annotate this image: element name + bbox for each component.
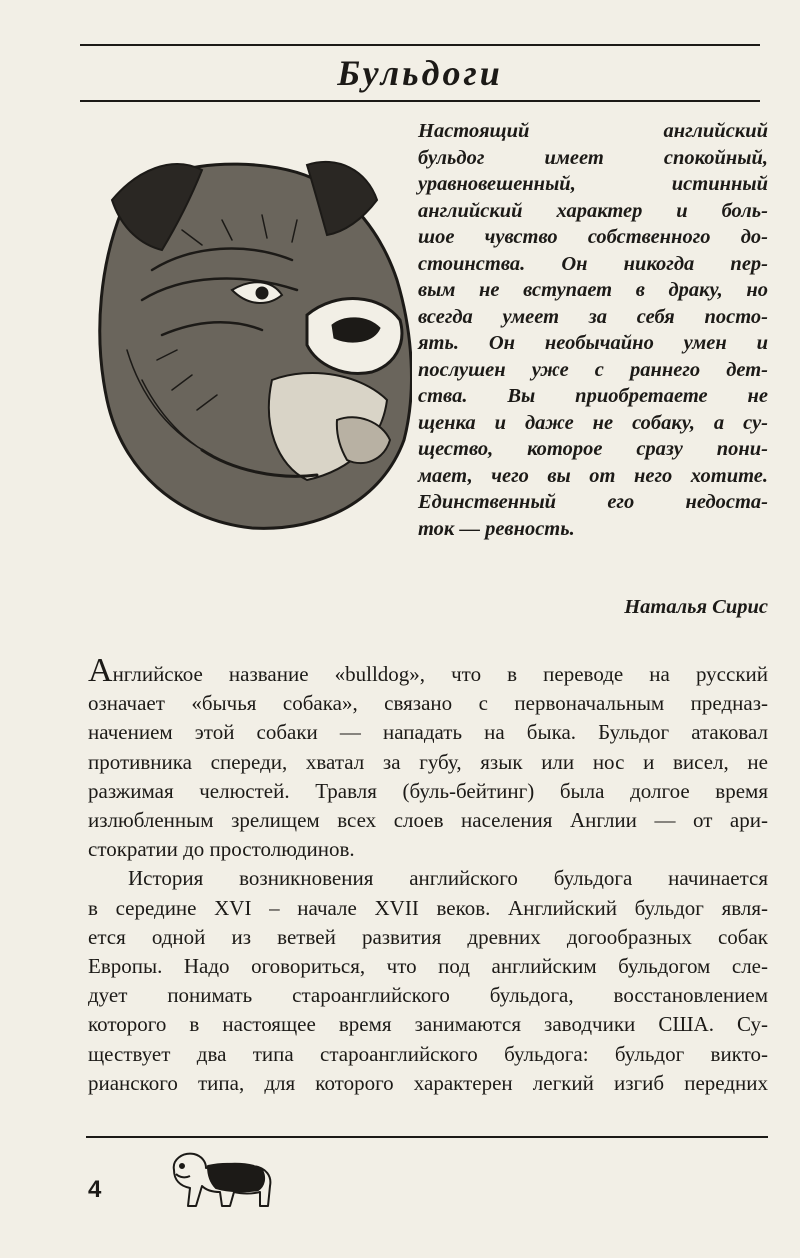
body-line: ществует два типа староанглийского бульдога: бульдог викто- [88,1041,768,1066]
quote-line: уравновешенный, истинный [418,173,768,195]
quote-line: мает, чего вы от него хотите. [418,464,768,487]
page-title: Бульдоги [337,53,503,93]
body-line: излюбленным зрелищем всех слоев населения Англии — от ари- [88,808,768,833]
bulldog-silhouette-icon [168,1148,276,1210]
quote-line: щенка и даже не собаку, а су- [418,411,768,434]
page-number: 4 [88,1176,102,1203]
header-bottom-rule [80,100,760,102]
quote-line: ства. Вы приобретаете не [418,385,768,407]
quote-line: Единственный его недоста- [418,491,768,513]
footer-rule [86,1136,768,1138]
body-line: в середине XVI – начале XVII веков. Английский бульдог явля- [88,895,768,920]
body-line: начением этой собаки — нападать на быка. Бульдог атаковал [88,720,768,745]
quote-line: шое чувство собственного до- [418,226,768,248]
epigraph-quote [418,118,768,542]
drop-cap: А [88,652,113,689]
quote-line: послушен уже с раннего дет- [418,358,768,381]
quote-line: Настоящий английский [418,120,768,142]
quote-line: ток — ревность. [418,517,575,540]
body-line: рианского типа, для которого характерен легкий изгиб передних [88,1070,768,1095]
quote-line: английский характер и боль- [418,199,768,222]
header-top-rule [80,44,760,46]
first-line-text: нглийское название «bulldog», что в переводе на русский [112,662,768,686]
article-body [88,652,768,1098]
quote-line: всегда умеет за себя посто- [418,305,768,328]
body-line [88,652,768,689]
quote-line: ять. Он необычайно умен и [418,332,768,354]
quote-line: стоинства. Он никогда пер- [418,252,768,275]
body-line: стократии до простолюдинов. [88,837,355,862]
quote-line: бульдог имеет спокойный, [418,146,768,169]
bulldog-portrait-illustration [82,150,412,535]
body-line: История возникновения английского бульдога начинается [128,866,768,891]
quote-line: щество, которое сразу пони- [418,438,768,460]
quote-author: Наталья Сирис [624,596,768,618]
body-line: разжимая челюстей. Травля (буль-бейтинг) была долгое время [88,778,768,803]
body-line: означает «бычья собака», связано с первоначальным предназ- [88,691,768,716]
body-line: которого в настоящее время занимаются заводчики США. Су- [88,1012,768,1037]
body-line: Европы. Надо оговориться, что под английским бульдогом сле- [88,954,768,979]
quote-line: вым не вступает в драку, но [418,279,768,301]
body-line: противника спереди, хватал за губу, язык или нос и висел, не [88,749,768,774]
body-line: дует понимать староанглийского бульдога, восстановлением [88,983,768,1008]
body-line: ется одной из ветвей развития древних догообразных собак [88,924,768,949]
